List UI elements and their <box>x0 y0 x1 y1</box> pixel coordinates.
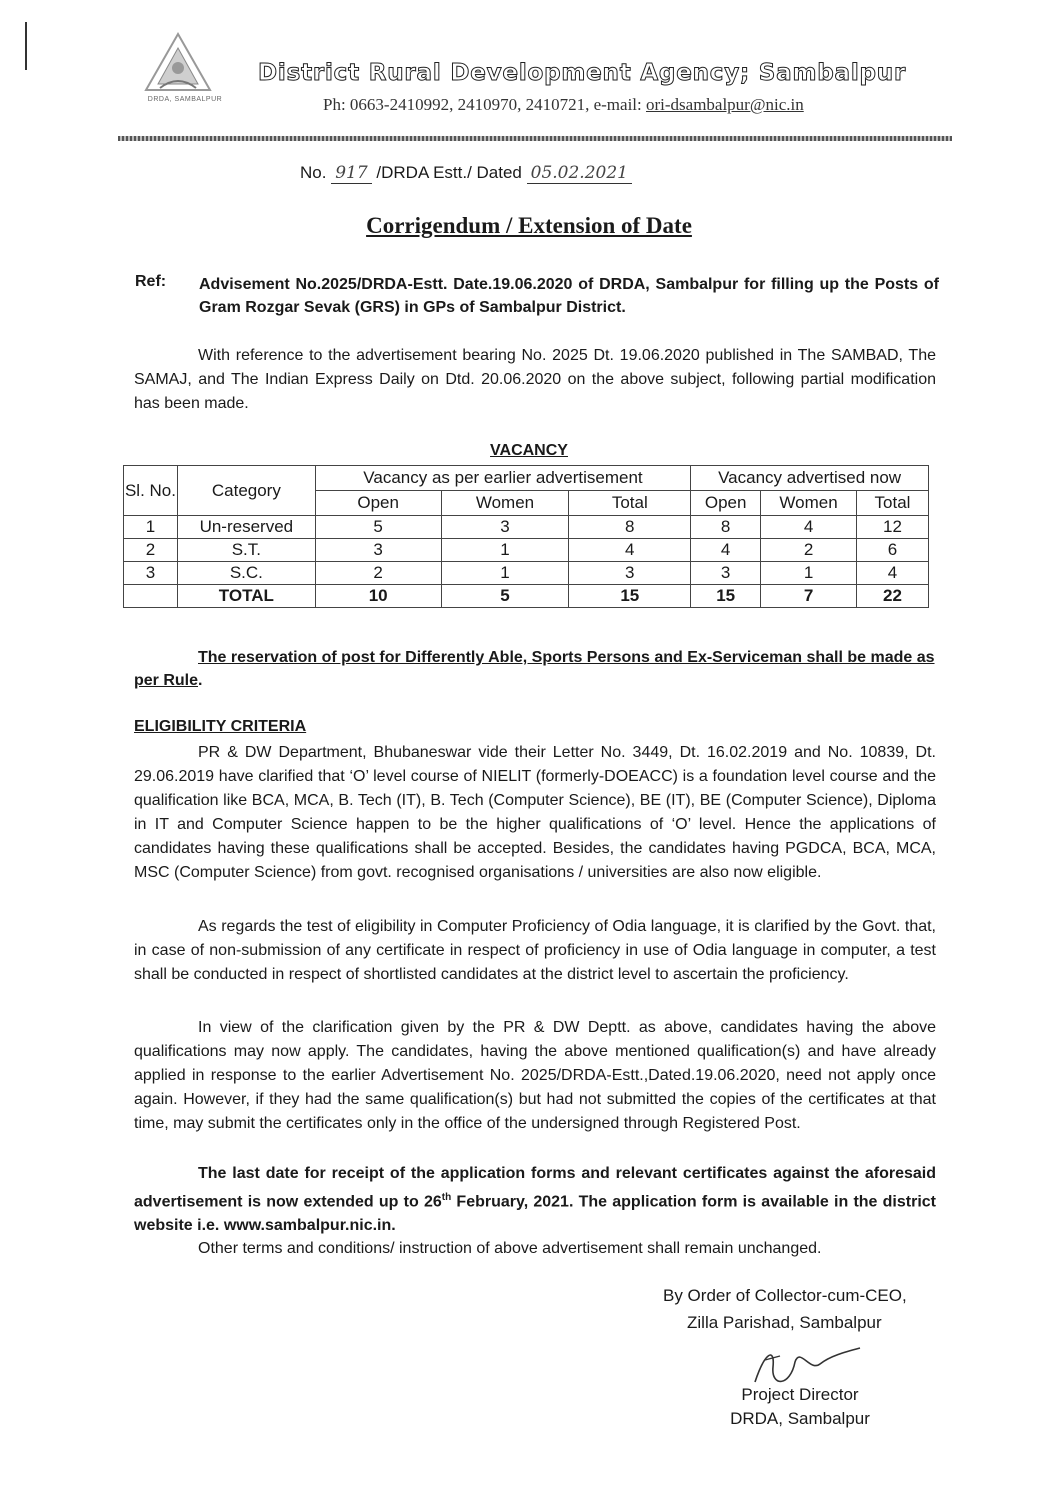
contact-email-link[interactable]: ori-dsambalpur@nic.in <box>645 95 804 114</box>
cell-category: Un-reserved <box>177 516 315 539</box>
table-row <box>124 539 929 562</box>
reservation-note: The reservation of post for Differently Able, Sports Persons and Ex-Serviceman shall be made as per Rule. <box>134 649 935 689</box>
col-group-now: Vacancy advertised now <box>691 466 929 491</box>
cell-category: S.C. <box>177 562 315 585</box>
cell-value: 12 <box>857 516 929 539</box>
cell-total: 22 <box>857 585 929 608</box>
header-divider <box>118 136 952 141</box>
cell-sl-empty <box>124 585 178 608</box>
cell-total: 15 <box>691 585 761 608</box>
intro-paragraph: With reference to the advertisement bearing No. 2025 Dt. 19.06.2020 published in The SAMBAD, The SAMAJ, and The Indian Express Daily on Dtd. 20.06.2020 on the above subject, following partial modification has been made. <box>134 347 936 412</box>
sub-total-now: Total <box>857 491 929 516</box>
cell-total: 5 <box>441 585 569 608</box>
cell-value: 4 <box>761 516 857 539</box>
cell-value: 2 <box>761 539 857 562</box>
cell-sl: 3 <box>124 562 178 585</box>
signature-order-line-2: Zilla Parishad, Sambalpur <box>687 1313 882 1332</box>
ref-label: Ref: <box>135 273 167 290</box>
eligibility-heading: ELIGIBILITY CRITERIA <box>134 718 307 735</box>
last-date-text-a: The last date for receipt of the application forms and relevant certificates against the aforesaid advertisement is now extended up to 26 <box>134 1165 936 1211</box>
cell-sl: 2 <box>124 539 178 562</box>
cell-category: S.T. <box>177 539 315 562</box>
cell-value: 1 <box>761 562 857 585</box>
letter-number-line <box>300 163 632 183</box>
cell-total: 15 <box>569 585 691 608</box>
sub-open-now: Open <box>691 491 761 516</box>
signatory-office: DRDA, Sambalpur <box>730 1409 870 1428</box>
cell-value: 4 <box>857 562 929 585</box>
eligibility-paragraph-3: In view of the clarification given by the PR & DW Deptt. as above, candidates having the above qualifications may now apply. The candidates, having the above mentioned qualification(s) and have already applied in response to the earlier Advertisement No. 2025/DRDA-Estt.,Dated.19.06.2020, need not apply once again. However, if they had the same qualification(s) but had not submitted the copies of the certificates at that time, may submit the certificates only in the office of the undersigned through Registered Post. <box>134 1019 936 1132</box>
organization-name: District Rural Development Agency; Sambalpur <box>258 60 907 86</box>
cell-value: 3 <box>569 562 691 585</box>
cell-value: 3 <box>315 539 441 562</box>
eligibility-paragraph-1: PR & DW Department, Bhubaneswar vide their Letter No. 3449, Dt. 16.02.2019 and No. 10839, Dt. 29.06.2019 have clarified that ‘O’ level course of NIELIT (formerly-DOEACC) is a foundation level course and the qualification like BCA, MCA, B. Tech (IT), B. Tech (Computer Science), BE (IT), BE (Computer Science), Diploma in IT and Computer Science happen to be the higher qualifications of ‘O’ level. Hence the applications of candidates having these qualifications shall be accepted. Besides, the candidates having PGDCA, BCA, MCA, MSC (Computer Science) from govt. recognised organisations / universities are also now eligible. <box>134 744 936 881</box>
letter-date-value: 05.02.2021 <box>527 163 632 184</box>
last-date-text-b: February, 2021. The application form is available in the district website i.e. www.sambalpur.nic.in. <box>134 1193 937 1235</box>
vacancy-heading: VACANCY <box>490 442 568 459</box>
cell-total: 7 <box>761 585 857 608</box>
cell-value: 5 <box>315 516 441 539</box>
vacancy-table <box>123 465 929 608</box>
sub-women-earlier: Women <box>441 491 569 516</box>
terms-paragraph: Other terms and conditions/ instruction of above advertisement shall remain unchanged. <box>198 1240 822 1257</box>
col-sl-no: Sl. No. <box>124 466 178 516</box>
table-total-row <box>124 585 929 608</box>
cell-value: 4 <box>569 539 691 562</box>
cell-total-label: TOTAL <box>177 585 315 608</box>
table-row <box>124 562 929 585</box>
letter-no-prefix: No. <box>300 163 327 182</box>
reservation-note-text: The reservation of post for Differently Able, Sports Persons and Ex-Serviceman shall be made as per Rule <box>134 649 935 689</box>
cell-value: 4 <box>691 539 761 562</box>
letter-no-value: 917 <box>331 163 371 184</box>
eligibility-paragraph-2: As regards the test of eligibility in Computer Proficiency of Odia language, it is clarified by the Govt. that, in case of non-submission of any certificate in respect of proficiency in use of Odia language in computer, a test shall be conducted in respect of shortlisted candidates at the district level to ascertain the proficiency. <box>134 918 936 983</box>
sub-open-earlier: Open <box>315 491 441 516</box>
last-date-paragraph <box>134 1162 936 1238</box>
cell-sl: 1 <box>124 516 178 539</box>
cell-value: 3 <box>441 516 569 539</box>
scan-margin-mark <box>25 22 27 70</box>
sub-total-earlier: Total <box>569 491 691 516</box>
table-header-row <box>124 466 929 491</box>
cell-value: 3 <box>691 562 761 585</box>
cell-value: 2 <box>315 562 441 585</box>
table-row <box>124 516 929 539</box>
contact-phones: Ph: 0663-2410992, 2410970, 2410721, e-mail: <box>323 95 646 114</box>
letter-no-suffix: /DRDA Estt./ Dated <box>376 163 522 182</box>
cell-value: 1 <box>441 539 569 562</box>
signatory-designation: Project Director <box>741 1385 859 1404</box>
cell-value: 6 <box>857 539 929 562</box>
document-title: Corrigendum / Extension of Date <box>366 213 692 238</box>
signatory-title-block <box>700 1383 900 1431</box>
cell-value: 8 <box>691 516 761 539</box>
col-category: Category <box>177 466 315 516</box>
contact-line <box>323 95 804 115</box>
signature-order-line-1: By Order of Collector-cum-CEO, <box>663 1286 907 1305</box>
logo-caption: DRDA, SAMBALPUR <box>147 96 223 103</box>
col-group-earlier: Vacancy as per earlier advertisement <box>315 466 690 491</box>
last-date-superscript: th <box>441 1192 452 1203</box>
cell-value: 8 <box>569 516 691 539</box>
cell-value: 1 <box>441 562 569 585</box>
cell-total: 10 <box>315 585 441 608</box>
sub-women-now: Women <box>761 491 857 516</box>
signature-order-block <box>663 1282 907 1336</box>
ref-text: Advisement No.2025/DRDA-Estt. Date.19.06.2020 of DRDA, Sambalpur for filling up the Posts of Gram Rozgar Sevak (GRS) in GPs of Sambalpur District. <box>199 276 939 316</box>
